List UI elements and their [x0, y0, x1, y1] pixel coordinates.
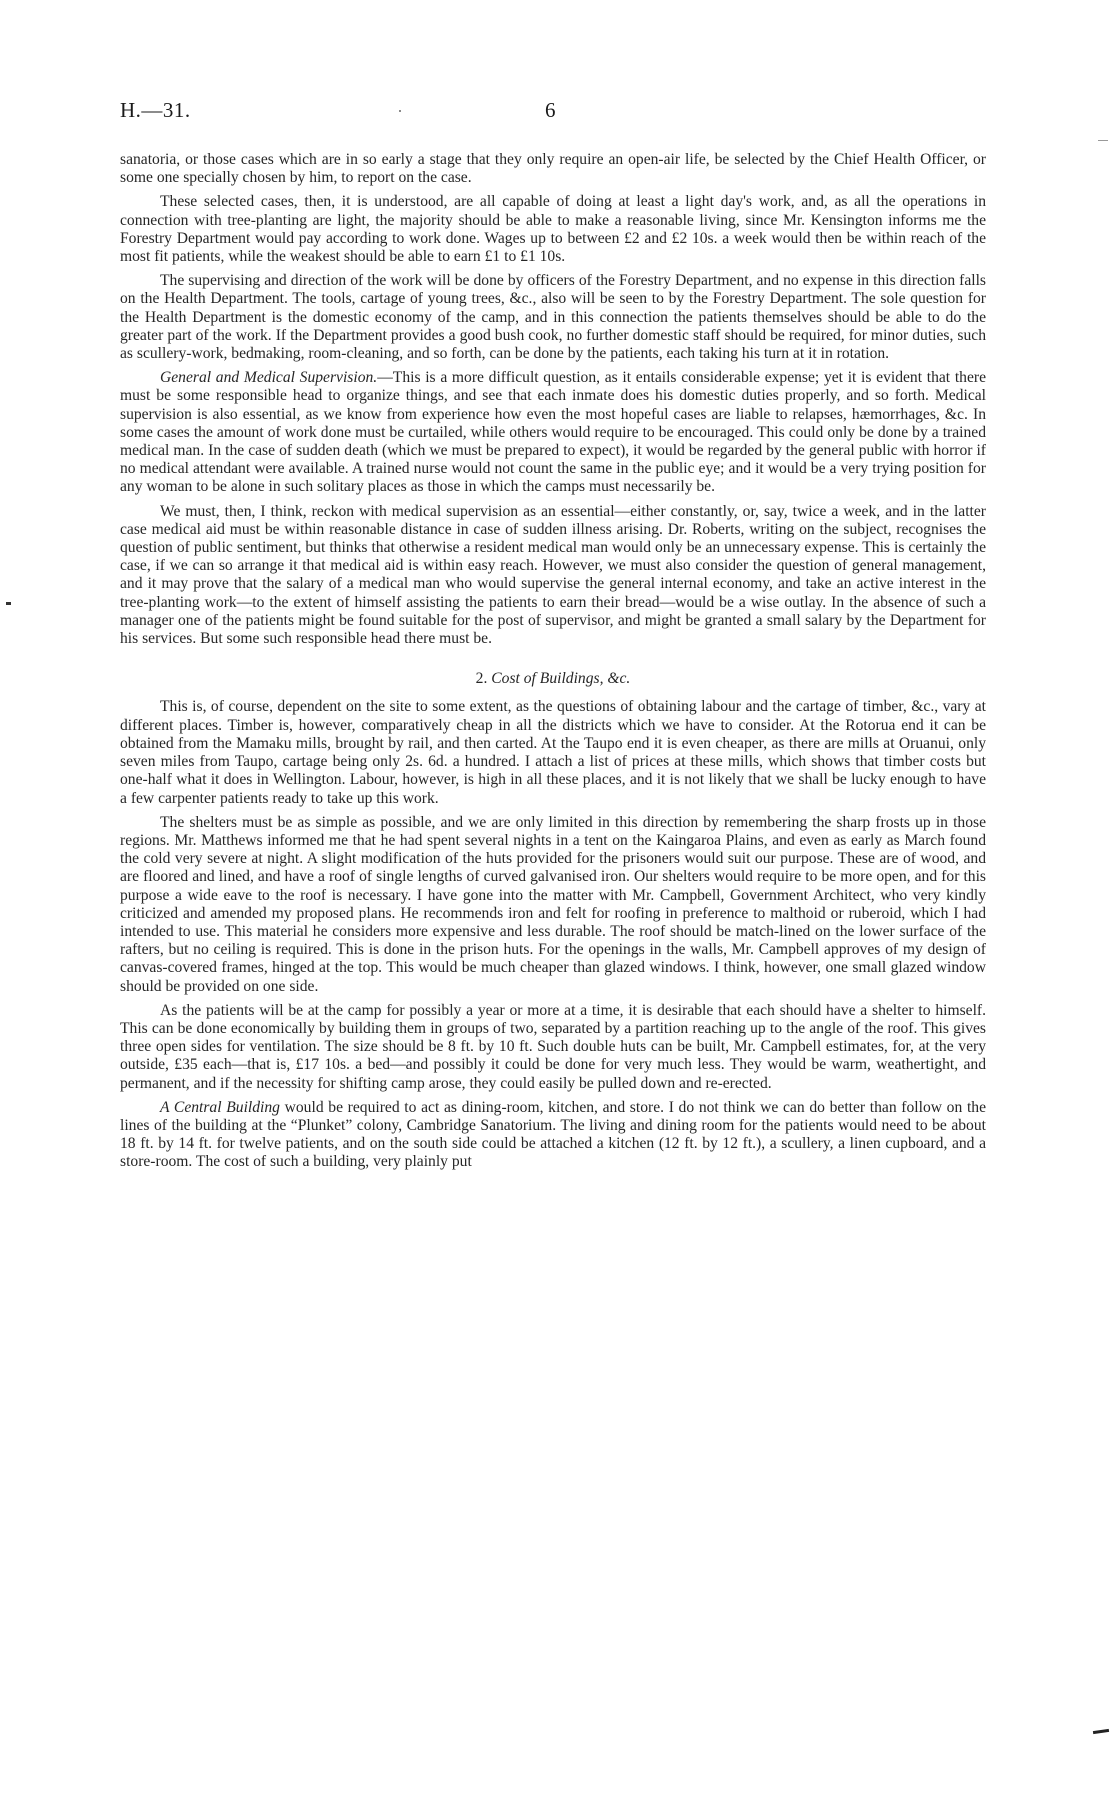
paragraph-2: These selected cases, then, it is understood, are all capable of doing at least a light day's work, and, as all the operations in connection with tree-planting are light, the majority should be able to make a reasonable living, since Mr. Kensington informs me the Forestry Department would pay according to work done. Wages up to between £2 and £2 10s. a week would then be within reach of the most fit patients, while the weakest should be able to earn £1 to £1 10s. — [120, 193, 986, 266]
paragraph-3: The supervising and direction of the work will be done by officers of the Forestry Department, and no expense in this direction falls on the Health Department. The tools, cartage of young trees, &c., also will be seen to by the Forestry Department. The sole question for the Health Department is the domestic economy of the camp, and in this connection the patients themselves should be able to do the greater part of the work. If the Department provides a good bush cook, no further domestic staff should be required, for minor duties, such as scullery-work, bedmaking, room-cleaning, and so forth, can be done by the patients, each taking his turn at it in rotation. — [120, 272, 986, 363]
page-header — [120, 98, 990, 132]
paragraph-9 — [120, 1099, 986, 1172]
paragraph-6: This is, of course, dependent on the site to some extent, as the questions of obtaining labour and the cartage of timber, &c., vary at different places. Timber is, however, comparatively cheap in all the districts which we have to consider. At the Rotorua end it can be obtained from the Mamaku mills, brought by rail, and then carted. At the Taupo end it is even cheaper, as there are mills at Oruanui, only seven miles from Taupo, cartage being only 2s. 6d. a hundred. I attach a list of prices at these mills, which shows that timber costs but one-half what it does in Wellington. Labour, however, is high in all these places, and it is not likely that we shall be lucky enough to have a few carpenter patients ready to take up this work. — [120, 698, 986, 807]
document-reference: H.—31. — [120, 98, 191, 122]
margin-mark — [6, 602, 11, 605]
body-text — [120, 151, 986, 1178]
margin-mark — [1098, 140, 1108, 141]
paragraph-8: As the patients will be at the camp for possibly a year or more at a time, it is desirable that each should have a shelter to himself. This can be done economically by building them in groups of two, separated by a partition reaching up to the angle of the roof. This gives three open sides for ventilation. The size should be 8 ft. by 10 ft. Such double huts can be built, Mr. Campbell estimates, for, at the very outside, £35 each—that is, £17 10s. a bed—and possibly it could be done for very much less. They would be warm, weathertight, and permanent, and if the necessity for shifting camp arose, they could easily be pulled down and re-erected. — [120, 1001, 986, 1092]
section-number: 2. — [475, 670, 488, 688]
paragraph-5: We must, then, I think, reckon with medical supervision as an essential—either constantly, or, say, twice a week, and in the latter case medical aid must be within reasonable distance in case of sudden illness arising. Dr. Roberts, writing on the subject, recognises the question of public sentiment, but thinks that otherwise a resident medical man would only be an unnecessary expense. This is certainly the case, if we can so arrange it that medical aid is within easy reach. However, we must also consider the question of general management, and it may prove that the salary of a medical man who would supervise the general internal economy, and take an active interest in the tree-planting work—to the extent of himself assisting the patients to earn their bread—would be a wise outlay. In the absence of such a manager one of the patients might be found suitable for the post of supervisor, and might be granted a small salary by the Department for his services. But some such responsible head there must be. — [120, 502, 986, 648]
section-heading — [120, 670, 986, 688]
paragraph-4-text: —This is a more difficult question, as it entails considerable expense; yet it is evident that there must be some responsible head to organize things, and see that each inmate does his domestic duties properly, and so forth. Medical supervision is also essential, as we know from experience how even the most hopeful cases are liable to relapses, hæmorrhages, &c. In some cases the amount of work done must be curtailed, while others would require to be encouraged. This could only be done by a trained medical man. In the case of sudden death (which we must be prepared to expect), it would be regarded by the general public with horror if no medical attendant were available. A trained nurse would not count the same in the public eye; and it would be a very trying position for any woman to be alone in such solitary places as those in which the camps must necessarily be. — [120, 369, 986, 496]
page-number: 6 — [545, 98, 556, 122]
paragraph-9-heading: A Central Building — [160, 1098, 280, 1116]
paragraph-1: sanatoria, or those cases which are in so early a stage that they only require an open-air life, be selected by the Chief Health Officer, or some one specially chosen by him, to report on the case. — [120, 151, 986, 187]
paragraph-4-heading: General and Medical Supervision. — [160, 369, 378, 387]
paragraph-4 — [120, 369, 986, 496]
stray-dot — [399, 110, 401, 112]
paragraph-9-text: would be required to act as dining-room, kitchen, and store. I do not think we can do better than follow on the lines of the building at the “Plunket” colony, Cambridge Sanatorium. The living and dining room for the patients would need to be about 18 ft. by 14 ft. for twelve patients, and on the south side could be attached a kitchen (12 ft. by 12 ft.), a scullery, a linen cupboard, and a store-room. The cost of such a building, very plainly put — [120, 1098, 986, 1171]
section-title-text: Cost of Buildings, &c. — [491, 670, 631, 688]
paragraph-7: The shelters must be as simple as possible, and we are only limited in this direction by remembering the sharp frosts up in those regions. Mr. Matthews informed me that he had spent several nights in a tent on the Kaingaroa Plains, and even as early as March found the cold very severe at night. A slight modification of the huts provided for the prisoners would suit our purpose. These are of wood, and are floored and lined, and have a roof of single lengths of curved galvanised iron. Our shelters would require to be more open, and for this purpose a wide eave to the roof is necessary. I have gone into the matter with Mr. Campbell, Government Architect, who very kindly criticized and amended my proposed plans. He recommends iron and felt for roofing in preference to malthoid or ruberoid, which I had intended to use. This material he considers more expensive and less durable. The roof should be match-lined on the lower surface of the rafters, but no ceiling is required. This is done in the prison huts. For the openings in the walls, Mr. Campbell approves of my design of canvas-covered frames, hinged at the top. This would be much cheaper than glazed windows. I think, however, one small glazed window should be provided on one side. — [120, 813, 986, 995]
margin-mark — [1093, 1729, 1109, 1734]
